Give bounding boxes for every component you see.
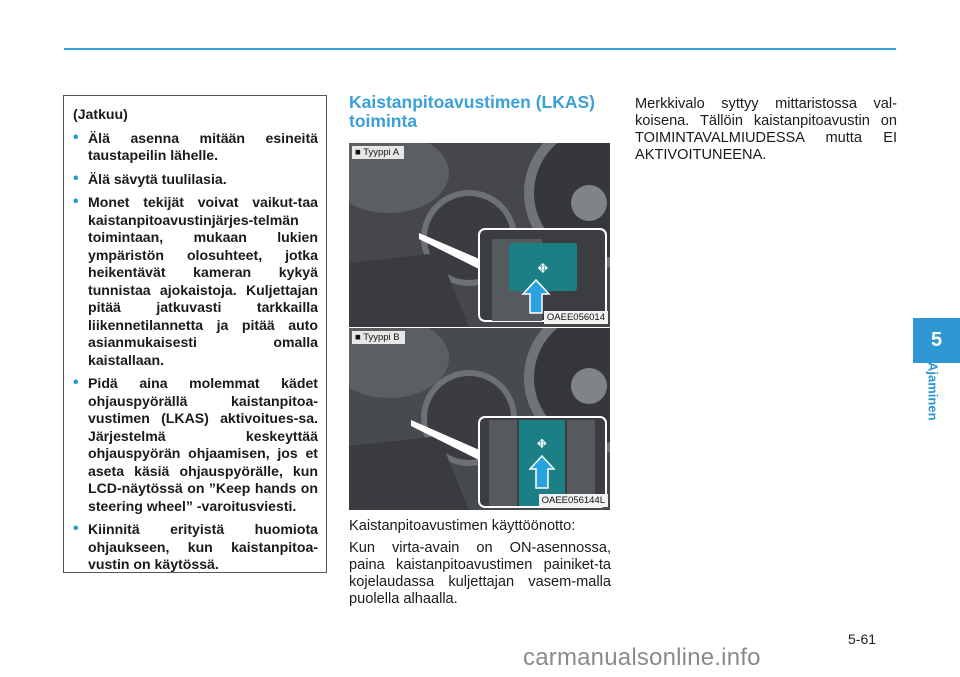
body-paragraph: Kaistanpitoavustimen käyttöönotto:	[349, 518, 576, 534]
figure-tag: ■ Tyyppi A	[352, 146, 404, 159]
figure-type-b	[349, 328, 610, 510]
caution-item: • Kiinnitä erityistä huomiota ohjaukseen, kun kaistanpitoa-vustin on käytössä.	[73, 521, 318, 574]
caution-item: • Monet tekijät voivat vaikut-taa kaistanpitoavustinjärjes-telmän toimintaan, mukaan lukien ympäristön olosuhteet, jotka heikentävät kameran kykyä tunnistaa ajokaistoja. Kuljettajan pitää jatkuvasti tarkkailla liikennetilannetta ja pitää auto asianmukaisesti omalla kaistallaan.	[73, 194, 318, 369]
chapter-number-tab: 5	[913, 318, 960, 363]
dashboard-illustration-a	[349, 143, 610, 327]
caution-heading: (Jatkuu)	[73, 106, 128, 122]
section-heading: Kaistanpitoavustimen (LKAS) toiminta	[349, 92, 595, 131]
caution-item: • Pidä aina molemmat kädet ohjauspyörällä kaistanpitoa-vustimen (LKAS) aktivoitues-sa. Järjestelmä keskeyttää ohjauspyörän ohjaamisen, jos et aseta käsiä ohjauspyörälle, kun LCD-näytössä on ”Keep hands on steering wheel” -varoitusviesti.	[73, 375, 318, 515]
svg-text:⛖: ⛖	[537, 261, 549, 277]
top-rule	[64, 48, 896, 50]
caution-box	[63, 95, 327, 573]
caution-item: • Älä sävytä tuulilasia.	[73, 171, 318, 189]
page-number: 5-61	[848, 631, 877, 647]
caution-item: • Älä asenna mitään esineitä taustapeilin lähelle.	[73, 130, 318, 165]
body-paragraph: Merkkivalo syttyy mittaristossa val-koisena. Tällöin kaistanpitoavustin on TOIMINTAVALMIUDESSA mutta EI AKTIVOITUNEENA.	[635, 96, 897, 163]
body-paragraph: Kun virta-avain on ON-asennossa, paina kaistanpitoavustimen painiket-ta kojelaudassa kuljettajan vasem-malla puolella alhaalla.	[349, 540, 611, 607]
figure-code: OAEE056014	[544, 311, 608, 324]
watermark: carmanualsonline.info	[523, 644, 761, 671]
chapter-label-text: Ajaminen	[925, 362, 941, 421]
svg-text:⛖: ⛖	[536, 437, 548, 452]
figure-type-a	[349, 143, 610, 327]
figure-code: OAEE056144L	[539, 494, 608, 507]
chapter-label	[920, 360, 944, 430]
figure-tag: ■ Tyyppi B	[352, 331, 405, 344]
dashboard-illustration-b	[349, 328, 610, 510]
